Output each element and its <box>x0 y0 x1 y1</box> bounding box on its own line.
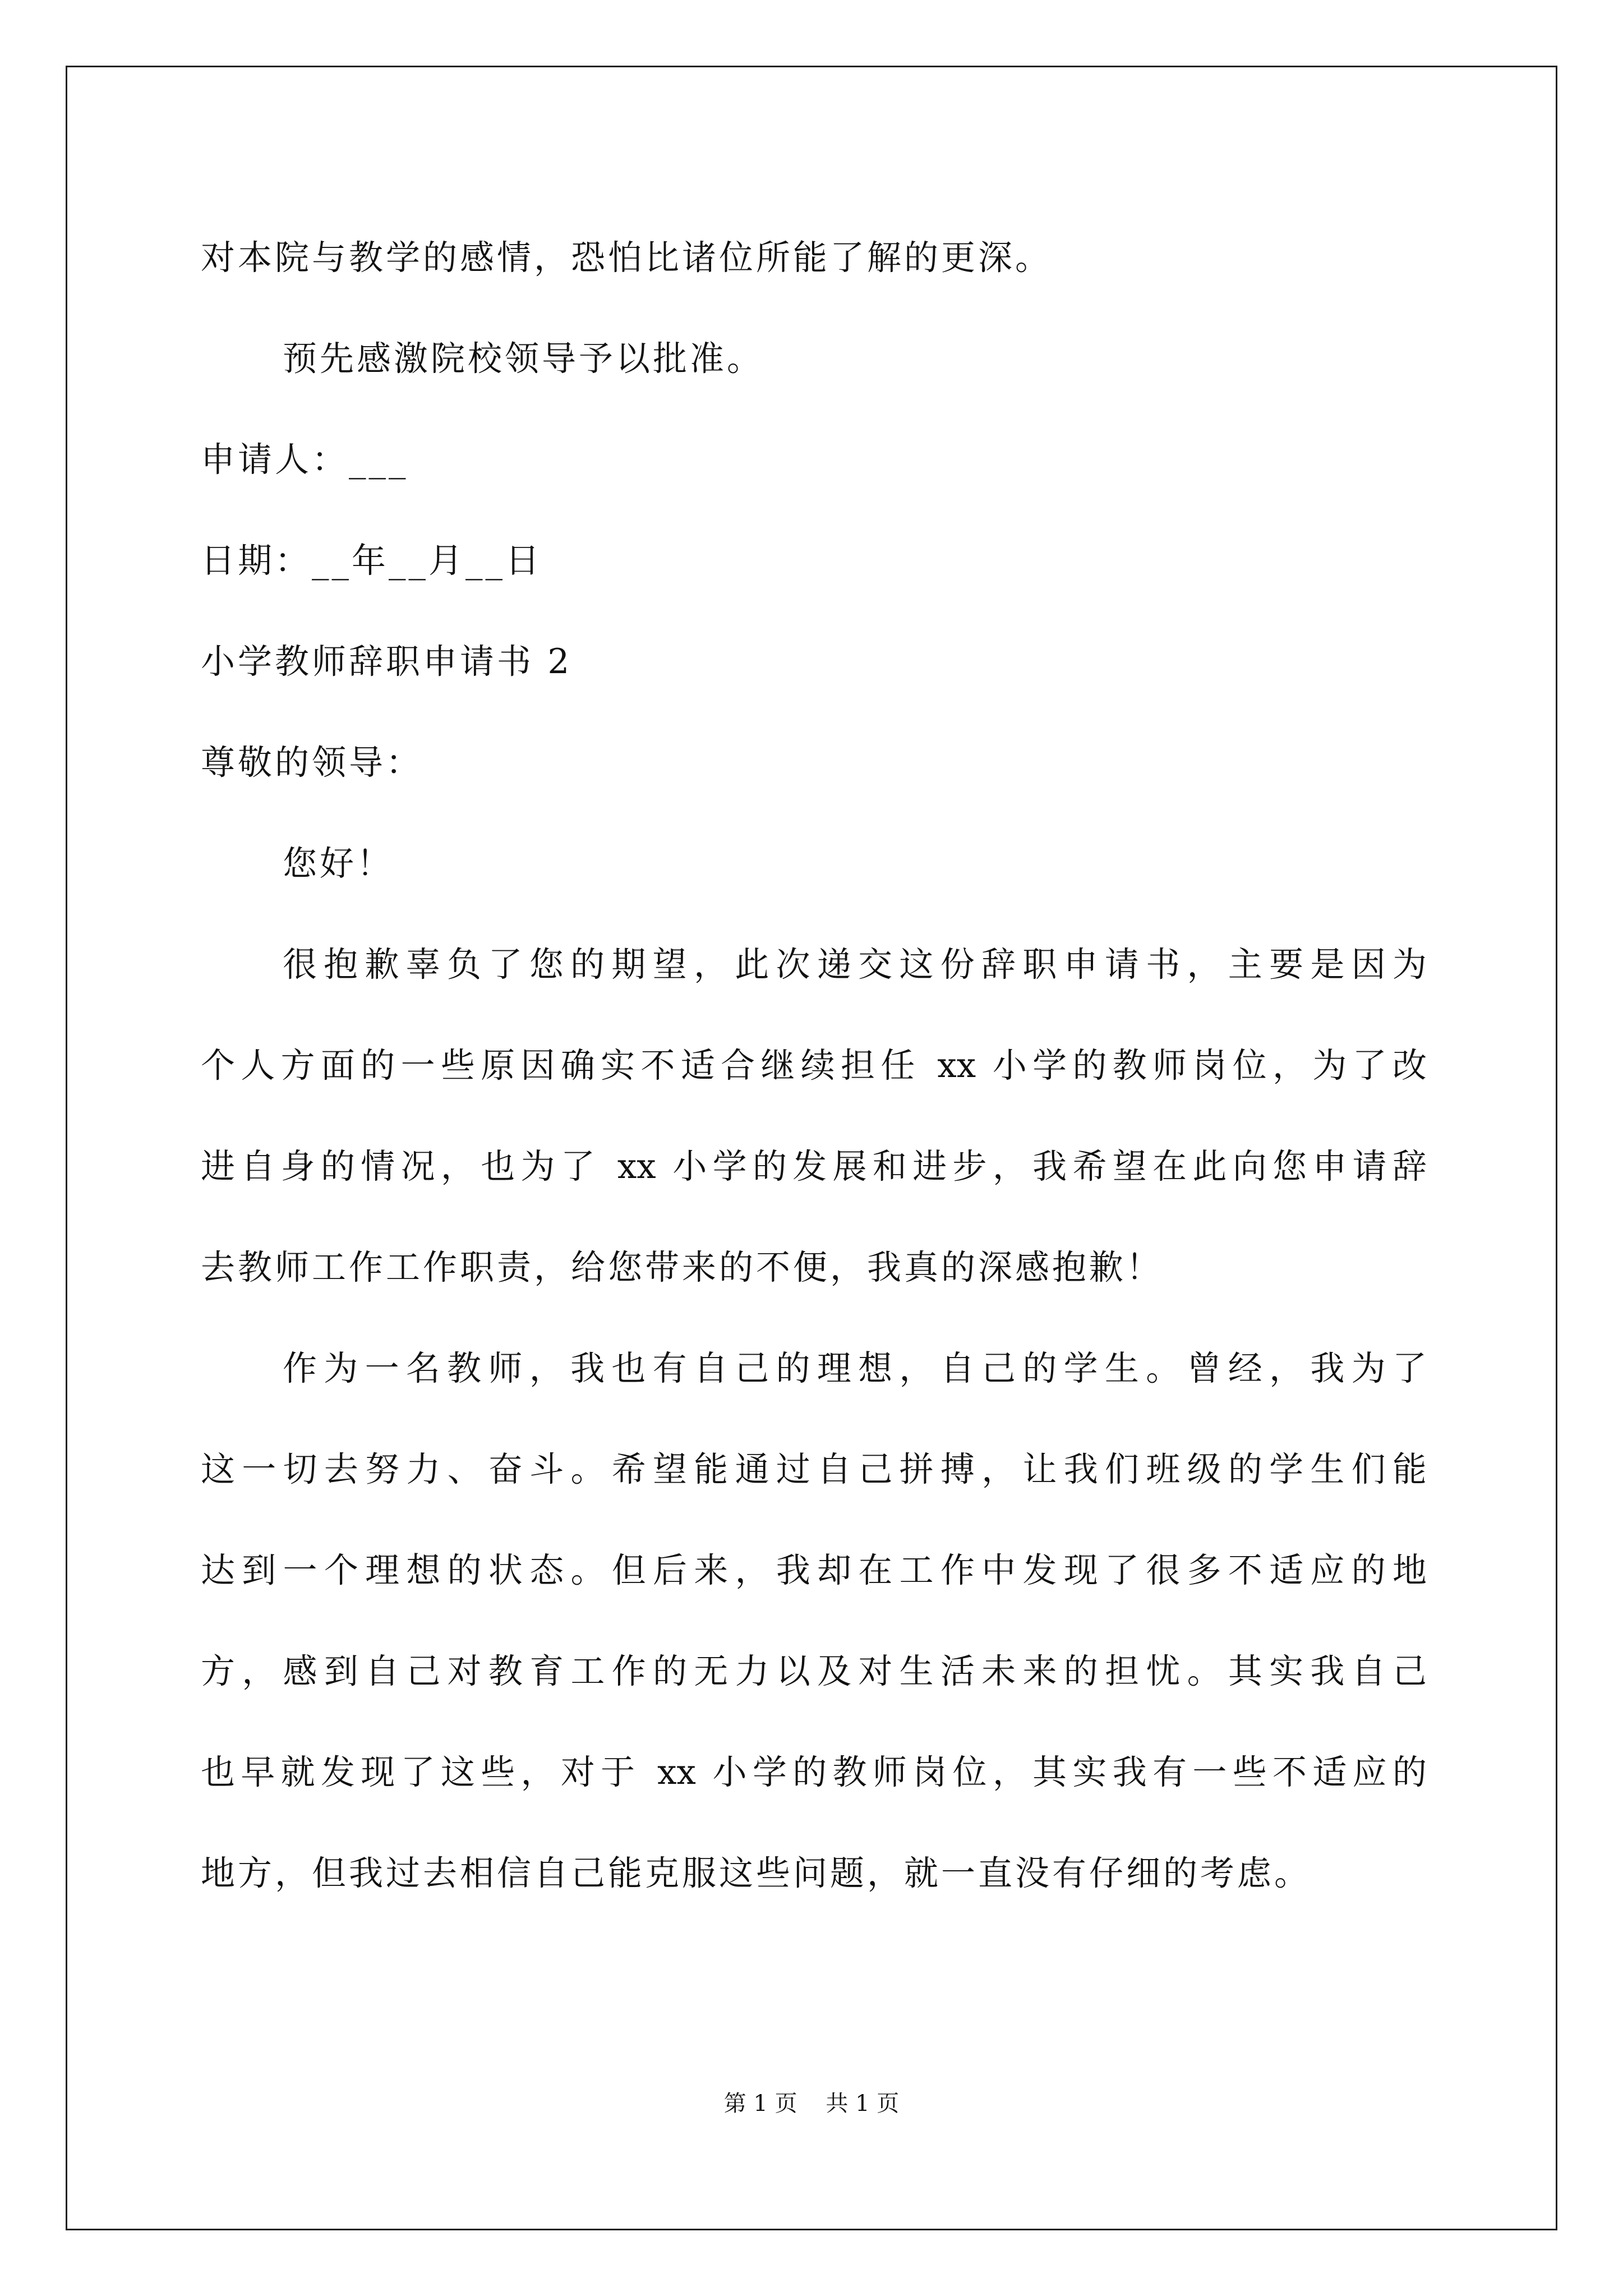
paragraph-line: 对本院与教学的感情，恐怕比诸位所能了解的更深。 <box>201 238 1053 278</box>
greeting: 您好！ <box>283 844 394 884</box>
page-number-footer: 第 1 页 共 1 页 <box>723 2091 900 2116</box>
section-title: 小学教师辞职申请书 2 <box>201 642 573 682</box>
paragraph-line: 这一切去努力、奋斗。希望能通过自己拼搏，让我们班级的学生们能 <box>201 1450 1427 1489</box>
salutation: 尊敬的领导： <box>201 743 423 783</box>
paragraph-line: 很抱歉辜负了您的期望，此次递交这份辞职申请书，主要是因为 <box>283 945 1427 984</box>
paragraph-line: 去教师工作工作职责，给您带来的不便，我真的深感抱歉！ <box>201 1248 1164 1287</box>
paragraph-line: 方，感到自己对教育工作的无力以及对生活未来的担忧。其实我自己 <box>201 1651 1427 1691</box>
paragraph-line: 进自身的情况，也为了 xx 小学的发展和进步，我希望在此向您申请辞 <box>201 1147 1427 1186</box>
paragraph-line: 作为一名教师，我也有自己的理想，自己的学生。曾经，我为了 <box>283 1349 1427 1388</box>
paragraph-line: 也早就发现了这些，对于 xx 小学的教师岗位，其实我有一些不适应的 <box>201 1752 1427 1792</box>
paragraph-line: 达到一个理想的状态。但后来，我却在工作中发现了很多不适应的地 <box>201 1550 1427 1590</box>
paragraph-line: 预先感激院校领导予以批准。 <box>283 339 764 379</box>
applicant-line: 申请人：___ <box>201 440 409 480</box>
paragraph-line: 个人方面的一些原因确实不适合继续担任 xx 小学的教师岗位，为了改 <box>201 1046 1427 1085</box>
document-body <box>201 208 1427 1924</box>
date-line: 日期：__年__月__日 <box>201 541 543 581</box>
paragraph-line: 地方，但我过去相信自己能克服这些问题，就一直没有仔细的考虑。 <box>201 1853 1312 1893</box>
